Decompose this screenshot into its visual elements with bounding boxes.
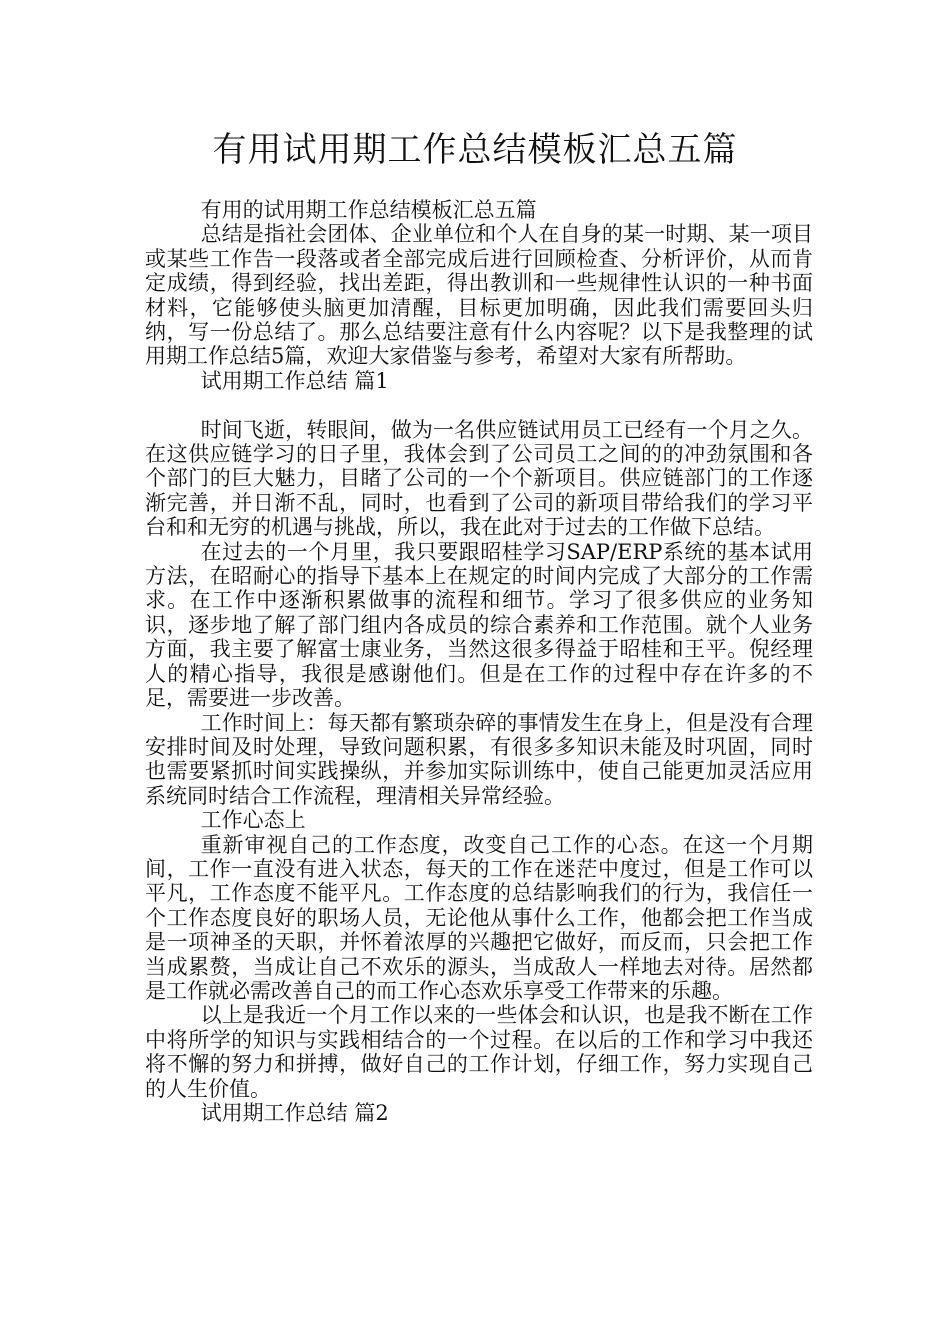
document-body: [145, 198, 813, 1125]
blank-line: [145, 393, 813, 417]
document-title: 有用试用期工作总结模板汇总五篇: [212, 130, 738, 170]
section-heading-1: 试用期工作总结 篇1: [200, 368, 389, 393]
body-paragraph: 重新审视自己的工作态度，改变自己工作的心态。在这一个月期间，工作一直没有进入状态，每天的工作在迷茫中度过，但是工作可以平凡，工作态度不能平凡。工作态度的总结影响我们的行为，我信任一个工作态度良好的职场人员，无论他从事什么工作，他都会把工作当成是一项神圣的天职，并怀着浓厚的兴趣把它做好，而反而，只会把工作当成累赘，当成让自己不欢乐的源头，当成敌人一样地去对待。居然都是工作就必需改善自己的而工作心态欢乐享受工作带来的乐趣。: [145, 832, 813, 1003]
body-subheading: 工作心态上: [200, 808, 306, 833]
intro-paragraph: 总结是指社会团体、企业单位和个人在自身的某一时期、某一项目或某些工作告一段落或者全部完成后进行回顾检查、分析评价，从而肯定成绩，得到经验，找出差距，得出教训和一些规律性认识的一种书面材料，它能够使头脑更加清醒，目标更加明确，因此我们需要回头归纳，写一份总结了。那么总结要注意有什么内容呢？以下是我整理的试用期工作总结5篇，欢迎大家借鉴与参考，希望对大家有所帮助。: [145, 222, 813, 369]
body-paragraph: 时间飞逝，转眼间，做为一名供应链试用员工已经有一个月之久。在这供应链学习的日子里，我体会到了公司员工之间的的冲劲氛围和各个部门的巨大魅力，目睹了公司的一个个新项目。供应链部门的工作逐渐完善，并日渐不乱，同时，也看到了公司的新项目带给我们的学习平台和和无穷的机遇与挑战，所以，我在此对于过去的工作做下总结。: [145, 417, 813, 540]
subtitle-paragraph: 有用的试用期工作总结模板汇总五篇: [200, 198, 537, 222]
body-paragraph: 以上是我近一个月工作以来的一些体会和认识，也是我不断在工作中将所学的知识与实践相结合的一个过程。在以后的工作和学习中我还将不懈的努力和拼搏，做好自己的工作计划，仔细工作，努力实现自己的人生价值。: [145, 1003, 813, 1101]
section-heading-2: 试用期工作总结 篇2: [200, 1101, 389, 1126]
body-paragraph: 工作时间上：每天都有繁琐杂碎的事情发生在身上，但是没有合理安排时间及时处理，导致问题积累，有很多多知识未能及时巩固，同时也需要紧抓时间实践操纵，并参加实际训练中，使自己能更加灵活应用系统同时结合工作流程，理清相关异常经验。: [145, 710, 813, 808]
body-paragraph: 在过去的一个月里，我只要跟昭桂学习SAP/ERP系统的基本试用方法，在昭耐心的指导下基本上在规定的时间内完成了大部分的工作需求。在工作中逐渐积累做事的流程和细节。学习了很多供应的业务知识，逐步地了解了部门组内各成员的综合素养和工作范围。就个人业务方面，我主要了解富士康业务，当然这很多得益于昭桂和王平。倪经理人的精心指导，我很是感谢他们。但是在工作的过程中存在许多的不足，需要进一步改善。: [145, 539, 813, 711]
